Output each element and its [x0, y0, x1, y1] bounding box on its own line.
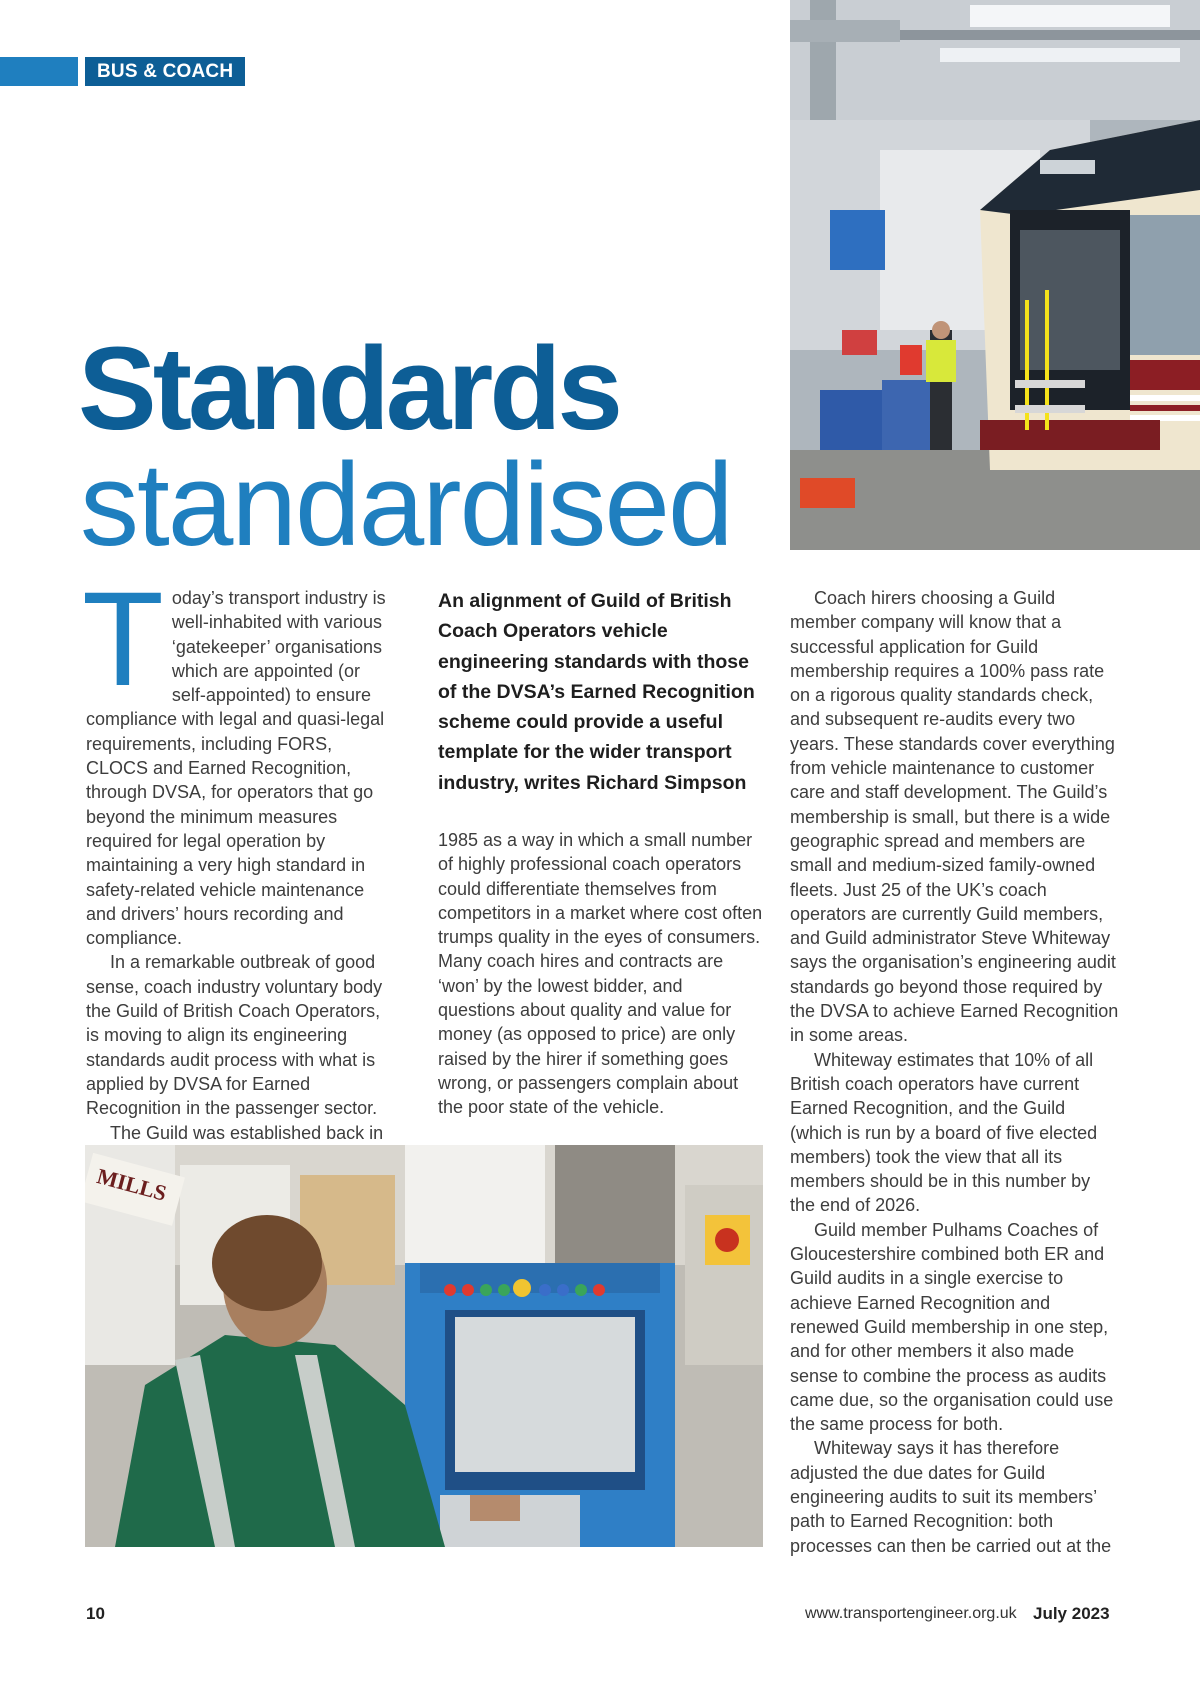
body-column-1	[82, 565, 398, 1145]
paragraph: Coach hirers choosing a Guild member company will know that a successful application for Guild membership requires a 100% pass rate on a rigorous quality standards check, and subsequent re-audits every two years. These standards cover everything from vehicle maintenance to customer care and staff development. The Guild’s membership is small, but there is a wide geographic spread and members are small and medium-sized family-owned fleets. Just 25 of the UK’s coach operators are currently Guild members, and Guild administrator Steve Whiteway says the organisation’s engineering audit standards go beyond those required by the DVSA to achieve Earned Recognition in some areas.	[790, 588, 1119, 1046]
mills-sign-text: MILLS	[94, 1163, 170, 1206]
issue-date: July 2023	[1033, 1604, 1110, 1623]
technician-terminal-photo	[85, 1145, 763, 1547]
standfirst: An alignment of Guild of British Coach Operators vehicle engineering standards with those of the DVSA’s Earned Recognition scheme could provide a useful template for the wider transport industry, writes Richard Simpson	[438, 590, 755, 794]
body-column-2	[438, 828, 764, 1120]
paragraph: 1985 as a way in which a small number of highly professional coach operators could differentiate themselves from competitors in a market where cost often trumps quality in the eyes of consumers. Many coach hires and contracts are ‘won’ by the lowest bidder, and questions about quality and value for money (as opposed to price) are only raised by the hirer if something goes wrong, or passengers complain about the poor state of the vehicle.	[438, 830, 763, 1118]
paragraph: Guild member Pulhams Coaches of Gloucestershire combined both ER and Guild audits in a single exercise to achieve Earned Recognition and renewed Guild membership in one step, and for other members it also made sense to combine the process as audits came due, so the organisation could use the same process for both.	[790, 1219, 1114, 1435]
footer-url: www.transportengineer.org.uk	[805, 1605, 1017, 1622]
intro-text: oday’s transport industry is well-inhabited with various ‘gatekeeper’ organisations which are appointed (or self-appointed) to ensure compliance with legal and quasi-legal requirements, including FORS, CLOCS and Earned Recognition, through DVSA, for operators that go beyond the minimum measures required for legal operation by maintaining a very high standard in safety-related vehicle maintenance and drivers’ hours recording and compliance.	[86, 588, 386, 949]
intro-paragraph	[82, 565, 398, 950]
section-tag: BUS & COACH	[85, 57, 245, 86]
section-tag-bar	[0, 57, 78, 86]
headline-line-2: standardised	[80, 439, 732, 571]
paragraph: In a remarkable outbreak of good sense, coach industry voluntary body the Guild of British Coach Operators, is moving to align its engineering standards audit process with what is applied by DVSA for Earned Recognition in the passenger sector.	[86, 952, 383, 1119]
paragraph: Whiteway says it has therefore adjusted the due dates for Guild engineering audits to suit its members’ path to Earned Recognition: both processes can then be carried out at the	[790, 1438, 1112, 1556]
drop-cap: T	[82, 565, 164, 714]
coach-workshop-photo	[790, 0, 1200, 550]
body-column-3	[790, 586, 1120, 1558]
headline-line-1: Standards	[78, 323, 620, 455]
paragraph: The Guild was established back in	[110, 1122, 384, 1143]
page-number: 10	[86, 1604, 105, 1623]
paragraph: Whiteway estimates that 10% of all British coach operators have current Earned Recognition, and the Guild (which is run by a board of five elected members) took the view that all its members should be in this number by the end of 2026.	[790, 1049, 1098, 1216]
